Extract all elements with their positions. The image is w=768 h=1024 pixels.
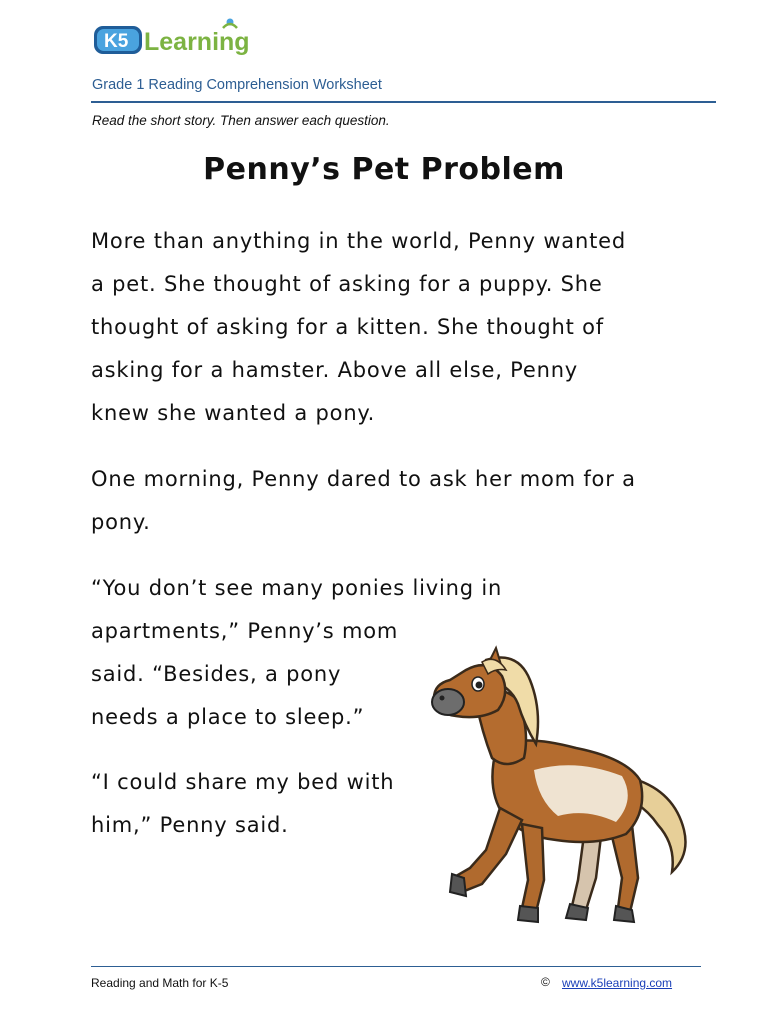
story-line: “You don’t see many ponies living in [91,576,503,600]
story-paragraph-1 [91,220,626,435]
story-title: Penny’s Pet Problem [203,152,565,187]
logo-badge-text: K5 [104,31,129,52]
instructions: Read the short story. Then answer each question. [92,113,390,128]
website-link[interactable]: www.k5learning.com [562,976,673,990]
copyright-symbol: © [541,975,550,989]
k5-learning-logo [92,16,262,60]
worksheet-subject: Grade 1 Reading Comprehension Worksheet [92,77,382,93]
story-line: pony. [91,510,151,534]
story-line: him,” Penny said. [91,813,289,837]
pony-illustration [426,640,692,936]
story-line: knew she wanted a pony. [91,401,376,425]
story-line: apartments,” Penny’s mom [91,619,399,643]
logo-wordmark: Learning [144,28,250,56]
story-line: thought of asking for a kitten. She thought of [91,315,604,339]
story-line: a pet. She thought of asking for a puppy. She [91,272,603,296]
story-line: “I could share my bed with [91,770,395,794]
story-line: needs a place to sleep.” [91,705,365,729]
story-paragraph-4 [91,761,394,847]
story-paragraph-2 [91,458,636,544]
story-line: asking for a hamster. Above all else, Penny [91,358,579,382]
footer-divider [91,966,701,967]
story-line: said. “Besides, a pony [91,662,342,686]
story-line: One morning, Penny dared to ask her mom for a [91,467,636,491]
footer-tagline: Reading and Math for K-5 [91,976,229,990]
header-divider [91,101,716,103]
story-line: More than anything in the world, Penny wanted [91,229,626,253]
